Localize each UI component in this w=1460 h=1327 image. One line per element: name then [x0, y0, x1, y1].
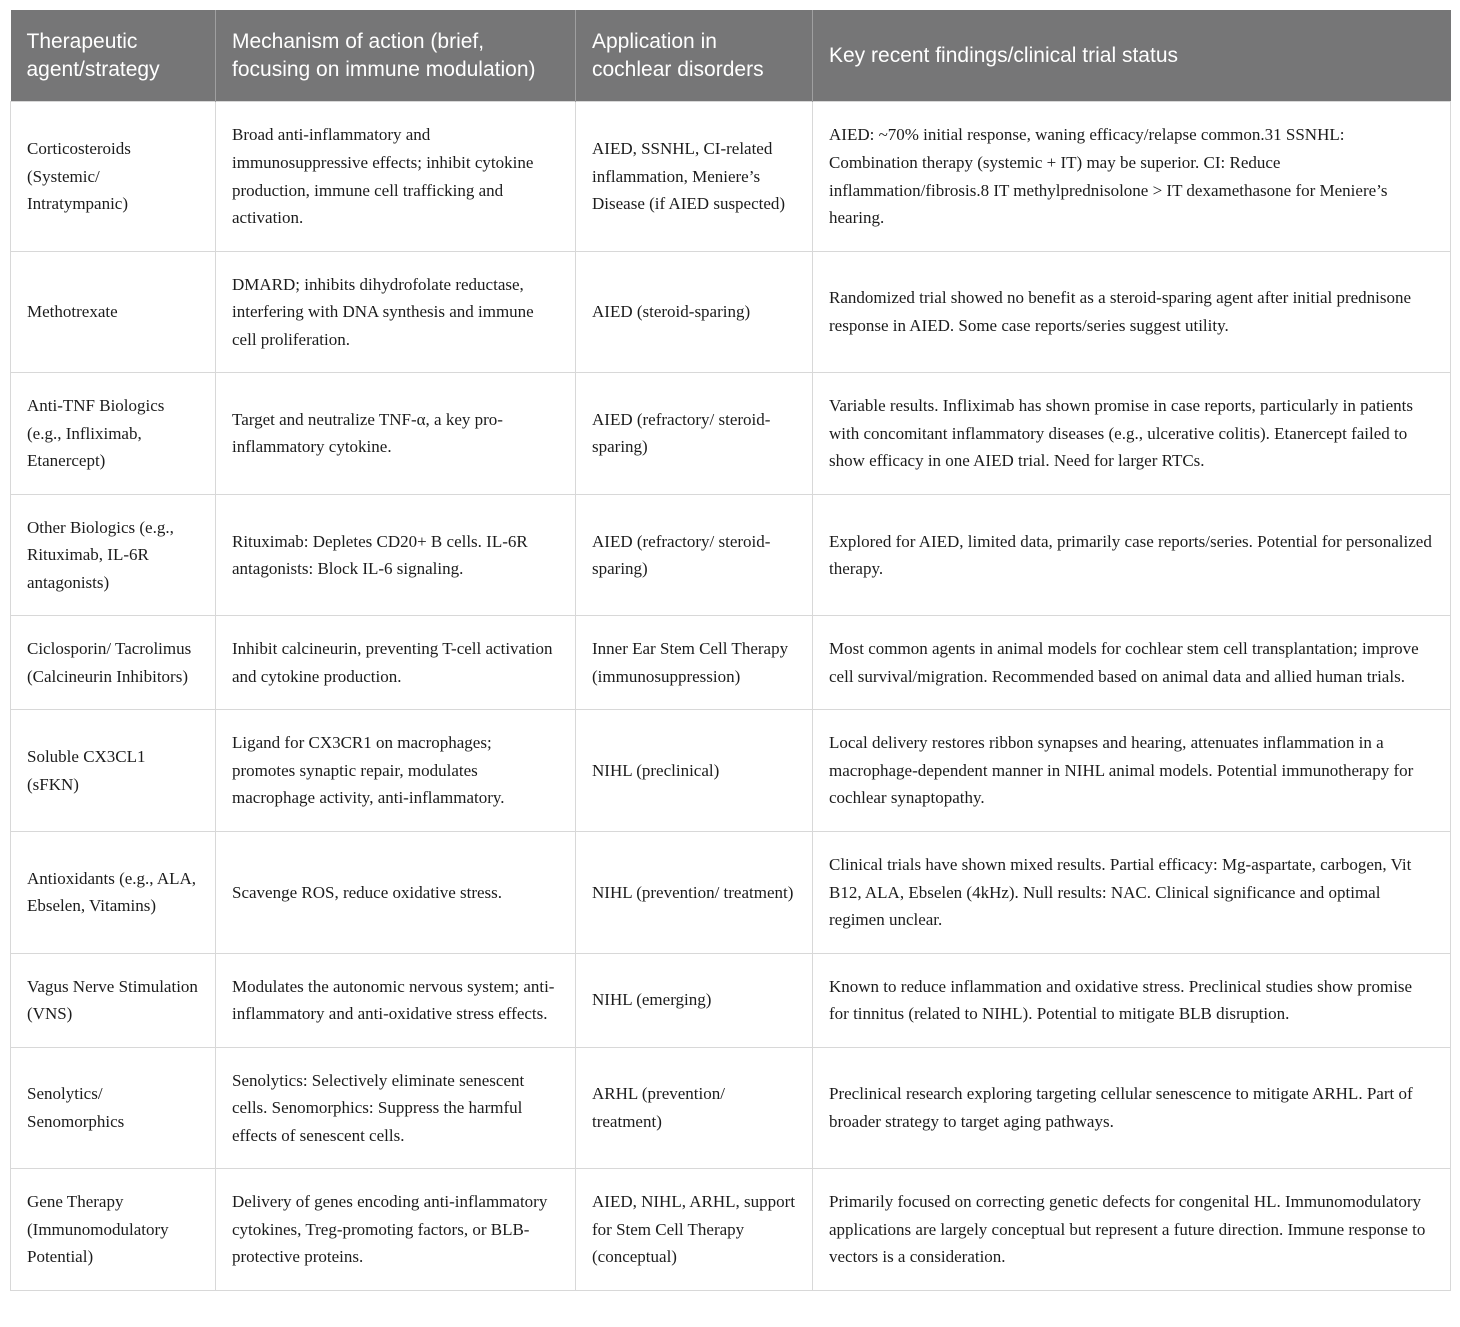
cell-agent: Anti-TNF Biologics (e.g., Infliximab, Etanercept) — [11, 373, 216, 495]
cell-mechanism: Inhibit calcineurin, preventing T-cell activation and cytokine production. — [216, 616, 576, 710]
cell-mechanism: Rituximab: Depletes CD20+ B cells. IL-6R antagonists: Block IL-6 signaling. — [216, 494, 576, 616]
table-row — [11, 616, 1451, 710]
cell-agent: Methotrexate — [11, 251, 216, 373]
cell-findings: Preclinical research exploring targeting cellular senescence to mitigate ARHL. Part of broader strategy to target aging pathways. — [813, 1047, 1451, 1169]
cell-application: Inner Ear Stem Cell Therapy (immunosuppression) — [576, 616, 813, 710]
table-row — [11, 494, 1451, 616]
table-header — [11, 10, 1451, 102]
cell-findings: AIED: ~70% initial response, waning efficacy/relapse common.31 SSNHL: Combination therapy (systemic + IT) may be superior. CI: Reduce inflammation/fibrosis.8 IT methylprednisolone > IT dexamethasone for Meniere’s hearing. — [813, 102, 1451, 251]
table-row — [11, 373, 1451, 495]
table-row — [11, 953, 1451, 1047]
cell-findings: Randomized trial showed no benefit as a steroid-sparing agent after initial prednisone response in AIED. Some case reports/series suggest utility. — [813, 251, 1451, 373]
table-body — [11, 102, 1451, 1290]
column-header-agent: Therapeutic agent/strategy — [11, 10, 216, 102]
cell-mechanism: Senolytics: Selectively eliminate senescent cells. Senomorphics: Suppress the harmful effects of senescent cells. — [216, 1047, 576, 1169]
cell-application: NIHL (preclinical) — [576, 710, 813, 832]
cell-mechanism: Delivery of genes encoding anti-inflammatory cytokines, Treg-promoting factors, or BLB-protective proteins. — [216, 1169, 576, 1291]
cell-mechanism: Scavenge ROS, reduce oxidative stress. — [216, 832, 576, 954]
therapeutics-table — [10, 10, 1451, 1291]
cell-findings: Variable results. Infliximab has shown promise in case reports, particularly in patients with concomitant inflammatory diseases (e.g., ulcerative colitis). Etanercept failed to show efficacy in one AIED trial. Need for larger RTCs. — [813, 373, 1451, 495]
cell-mechanism: DMARD; inhibits dihydrofolate reductase, interfering with DNA synthesis and immune cell proliferation. — [216, 251, 576, 373]
cell-agent: Antioxidants (e.g., ALA, Ebselen, Vitamins) — [11, 832, 216, 954]
cell-application: NIHL (prevention/ treatment) — [576, 832, 813, 954]
cell-application: NIHL (emerging) — [576, 953, 813, 1047]
cell-mechanism: Broad anti-inflammatory and immunosuppressive effects; inhibit cytokine production, immune cell trafficking and activation. — [216, 102, 576, 251]
table-row — [11, 251, 1451, 373]
cell-agent: Soluble CX3CL1 (sFKN) — [11, 710, 216, 832]
cell-findings: Explored for AIED, limited data, primarily case reports/series. Potential for personalized therapy. — [813, 494, 1451, 616]
table-row — [11, 832, 1451, 954]
cell-findings: Primarily focused on correcting genetic defects for congenital HL. Immunomodulatory applications are largely conceptual but represent a future direction. Immune response to vectors is a consideration. — [813, 1169, 1451, 1291]
cell-agent: Other Biologics (e.g., Rituximab, IL-6R antagonists) — [11, 494, 216, 616]
column-header-application: Application in cochlear disorders — [576, 10, 813, 102]
cell-mechanism: Ligand for CX3CR1 on macrophages; promotes synaptic repair, modulates macrophage activity, anti-inflammatory. — [216, 710, 576, 832]
cell-findings: Most common agents in animal models for cochlear stem cell transplantation; improve cell survival/migration. Recommended based on animal data and allied human trials. — [813, 616, 1451, 710]
column-header-findings: Key recent findings/clinical trial status — [813, 10, 1451, 102]
cell-application: ARHL (prevention/ treatment) — [576, 1047, 813, 1169]
cell-findings: Known to reduce inflammation and oxidative stress. Preclinical studies show promise for tinnitus (related to NIHL). Potential to mitigate BLB disruption. — [813, 953, 1451, 1047]
cell-application: AIED (refractory/ steroid-sparing) — [576, 494, 813, 616]
cell-application: AIED, SSNHL, CI-related inflammation, Meniere’s Disease (if AIED suspected) — [576, 102, 813, 251]
header-row — [11, 10, 1451, 102]
cell-mechanism: Modulates the autonomic nervous system; anti-inflammatory and anti-oxidative stress effects. — [216, 953, 576, 1047]
cell-mechanism: Target and neutralize TNF-α, a key pro-inflammatory cytokine. — [216, 373, 576, 495]
cell-findings: Local delivery restores ribbon synapses and hearing, attenuates inflammation in a macrophage-dependent manner in NIHL animal models. Potential immunotherapy for cochlear synaptopathy. — [813, 710, 1451, 832]
cell-agent: Corticosteroids (Systemic/ Intratympanic) — [11, 102, 216, 251]
cell-application: AIED (refractory/ steroid-sparing) — [576, 373, 813, 495]
cell-findings: Clinical trials have shown mixed results. Partial efficacy: Mg-aspartate, carbogen, Vit B12, ALA, Ebselen (4kHz). Null results: NAC. Clinical significance and optimal regimen unclear. — [813, 832, 1451, 954]
cell-agent: Vagus Nerve Stimulation (VNS) — [11, 953, 216, 1047]
cell-agent: Gene Therapy (Immunomodulatory Potential) — [11, 1169, 216, 1291]
column-header-mechanism: Mechanism of action (brief, focusing on immune modulation) — [216, 10, 576, 102]
cell-application: AIED, NIHL, ARHL, support for Stem Cell Therapy (conceptual) — [576, 1169, 813, 1291]
table-row — [11, 102, 1451, 251]
cell-agent: Ciclosporin/ Tacrolimus (Calcineurin Inhibitors) — [11, 616, 216, 710]
table-row — [11, 710, 1451, 832]
cell-agent: Senolytics/ Senomorphics — [11, 1047, 216, 1169]
table-row — [11, 1047, 1451, 1169]
cell-application: AIED (steroid-sparing) — [576, 251, 813, 373]
table-row — [11, 1169, 1451, 1291]
